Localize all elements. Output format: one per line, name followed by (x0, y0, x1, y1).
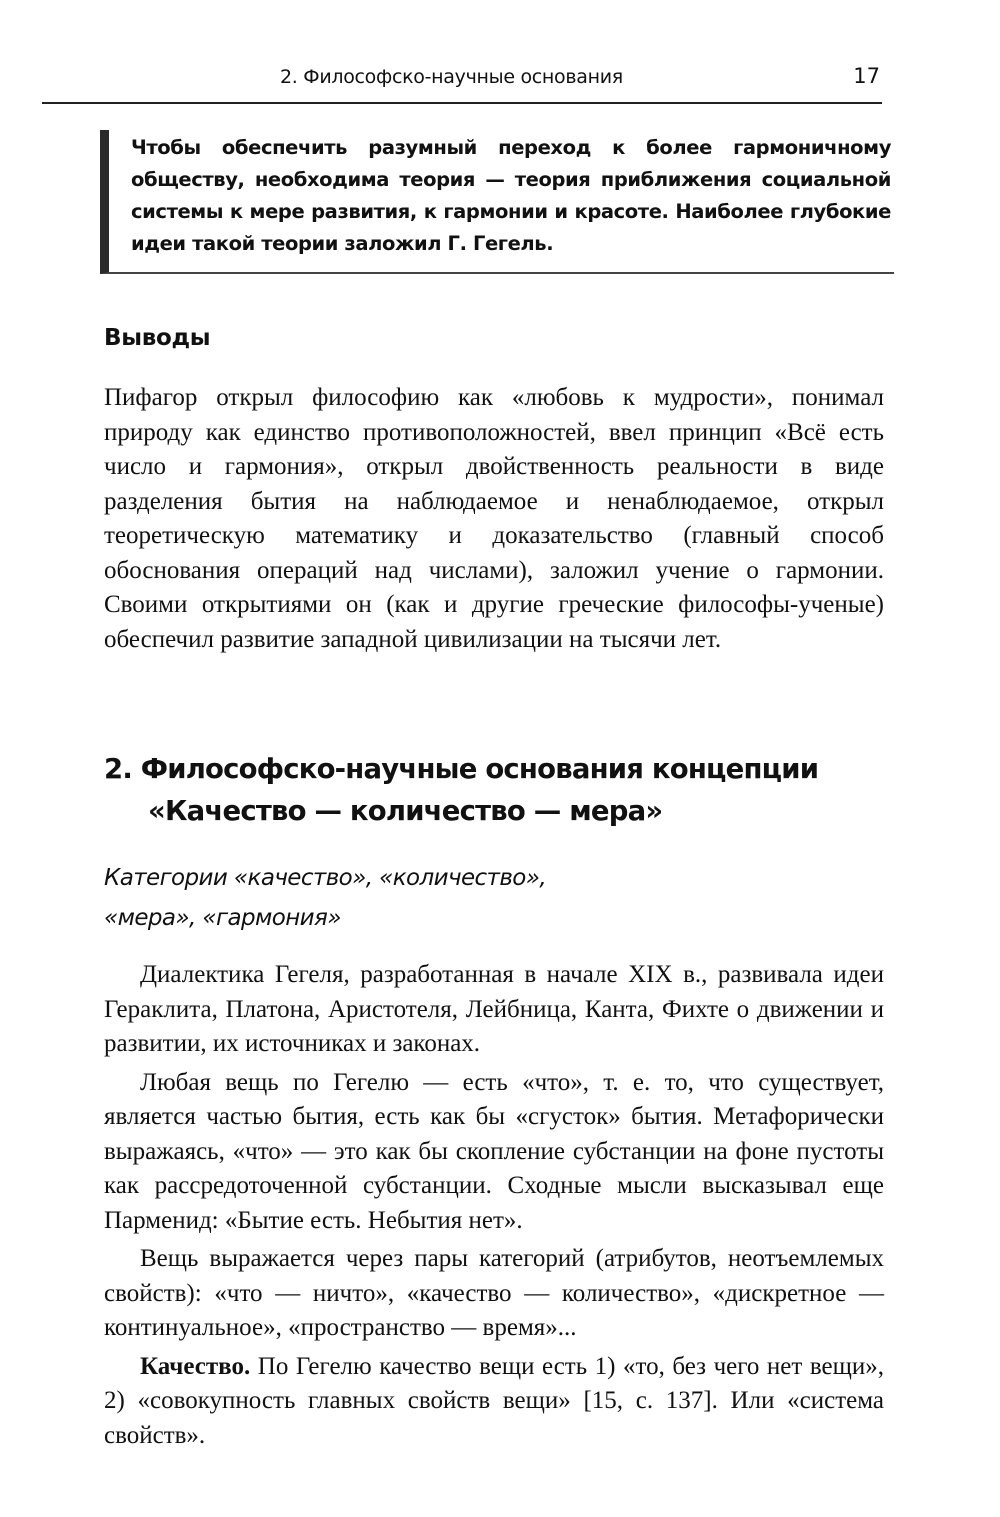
term-quality: Качество. (140, 1352, 251, 1380)
section-heading (104, 748, 884, 832)
running-title: 2. Философско-научные основания (280, 66, 623, 88)
paragraph-3: Вещь выражается через пары категорий (атрибутов, неотъемлемых свойств): «что — ничто», «качество — количество», «дискретное — континуальное», «пространство — время»... (104, 1245, 884, 1341)
section-heading-line2: «Качество — количество — мера» (148, 795, 663, 827)
subsection-heading-line1: Категории «качество», «количество», (104, 865, 547, 891)
subsection-heading-line2: «мера», «гармония» (104, 905, 341, 931)
paragraph-4 (104, 1350, 884, 1454)
conclusions-heading: Выводы (104, 325, 211, 351)
conclusions-paragraph: Пифагор открыл философию как «любовь к мудрости», понимал природу как единство противоположностей, ввел принцип «Всё есть число и гармония», открыл двойственность реальности в виде разделения бытия на наблюдаемое и ненаблюдаемое, открыл теоретическую математику и доказательство (главный способ обоснования операций над числами), заложил учение о гармонии. Своими открытиями он (как и другие греческие философы-ученые) обеспечил развитие западной цивилизации на тысячи лет. (104, 384, 884, 653)
paragraph-1: Диалектика Гегеля, разработанная в начале XIX в., развивала идеи Гераклита, Платона, Аристотеля, Лейбница, Канта, Фихте о движении и развитии, их источниках и законах. (104, 961, 884, 1057)
main-text (104, 958, 884, 1453)
callout-text: Чтобы обеспечить разумный переход к более гармоничному обществу, необходима теория — теория приближения социальной системы к мере развития, к гармонии и красоте. Наиболее глубокие идеи такой теории заложил Г. Гегель. (131, 136, 891, 255)
subsection-heading (104, 858, 884, 938)
running-header (42, 62, 882, 104)
section-heading-line1: 2. Философско-научные основания концепции (104, 753, 819, 785)
paragraph-2: Любая вещь по Гегелю — есть «что», т. е. то, что существует, является частью бытия, есть как бы «сгусток» бытия. Метафорически выражаясь, «что» — это как бы скопление субстанции на фоне пустоты как рассредоточенной субстанции. Сходные мысли высказывал еще Парменид: «Бытие есть. Небытия нет». (104, 1068, 884, 1234)
paragraph-4-text: По Гегелю качество вещи есть 1) «то, без чего нет вещи», 2) «совокупность главных свойств вещи» [15, с. 137]. Или «система свойств». (104, 1352, 884, 1449)
page-number: 17 (853, 64, 880, 88)
callout-box (100, 130, 894, 274)
